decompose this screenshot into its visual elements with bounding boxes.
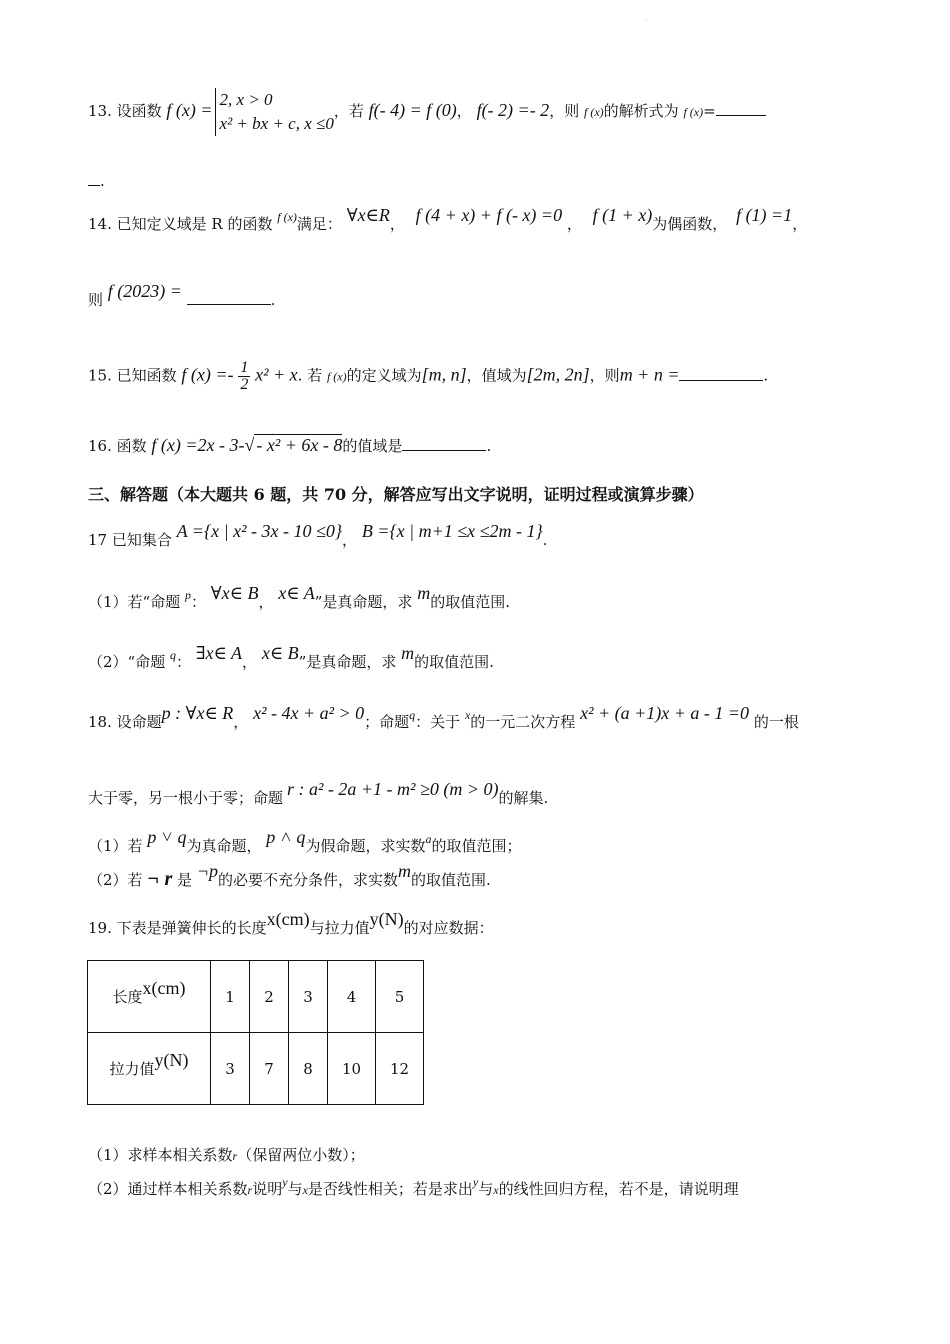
section-3-heading: 三、解答题（本大题共 6 题，共 70 分，解答应写出文字说明，证明过程或演算步骤）	[88, 485, 704, 504]
q13-condition-2: f(- 2) =- 2	[476, 100, 550, 120]
q19-p2-x2: x	[493, 1183, 499, 1197]
q14-expression: f (2023) =	[107, 281, 182, 301]
q15-answer-blank[interactable]	[679, 366, 763, 381]
q18-text-3: 的一元二次方程	[470, 713, 576, 731]
q15-tail: .	[763, 366, 769, 385]
q18-line2-post: 的解集.	[498, 789, 549, 807]
q14-condition-3: f (1) =1	[736, 205, 793, 225]
q19-p1-pre: （1）求样本相关系数	[88, 1146, 233, 1164]
q15-expression: m + n =	[619, 364, 680, 385]
q16-sqrt-body: - x² + 6x - 8	[256, 435, 343, 455]
q18-p1-and: p ˄ q	[266, 827, 306, 847]
q18-part-1	[88, 827, 522, 858]
q19-p2-text-4: 与	[478, 1180, 494, 1198]
q18-p1-pre: （1）若	[88, 837, 143, 855]
q14-sep-3: ，	[792, 215, 808, 233]
q18-line2-pre: 大于零，另一根小于零；命题	[88, 789, 284, 807]
q18-text-1: ；命题	[364, 713, 410, 731]
q15-frac-num: 1	[240, 359, 249, 376]
q13-condition-1: f(- 4) = f (0)	[368, 100, 457, 120]
q19-p2-pre: （2）通过样本相关系数	[88, 1180, 248, 1198]
q17-sep: ，	[342, 531, 358, 549]
q17-p1-forall: ∀x∈ B	[210, 583, 259, 603]
q14-number: 14. 已知定义域是 R 的函数	[88, 215, 273, 233]
q18-p1-text-2: 为假命题，求实数	[305, 837, 426, 855]
q15-function: f (x) =-	[181, 364, 234, 385]
q18-x: x	[464, 708, 471, 722]
q14-then: 则	[88, 291, 104, 309]
q19-p2-text-1: 说明	[252, 1180, 283, 1198]
table-cell: 7	[250, 1033, 289, 1105]
q17-p1-end: 的取值范围.	[430, 593, 510, 611]
q17-p1-colon: ：	[191, 593, 207, 611]
q19-p2-text-3: 是否线性相关；若是求出	[307, 1180, 473, 1198]
q13-function: f (x) =	[166, 100, 213, 120]
q15-rest: x² + x	[255, 364, 298, 385]
q13-case-2: x² + bx + c, x ≤0	[219, 114, 334, 133]
force-unit: y(N)	[154, 1050, 189, 1070]
q14-line-2	[88, 281, 276, 311]
q19-text-2: 的对应数据：	[403, 919, 494, 937]
q19-y-unit: y(N)	[369, 909, 404, 929]
q17-set-a: A ={x | x² - 3x - 10 ≤0}	[176, 521, 343, 541]
q17-p1-p: p	[185, 588, 191, 602]
q17-number: 17 已知集合	[88, 531, 172, 549]
q19-p2-y2: y	[472, 1175, 479, 1189]
page-marker: .	[645, 16, 647, 23]
length-unit: x(cm)	[142, 978, 186, 998]
table-cell: 8	[289, 1033, 328, 1105]
q14-tail: .	[270, 291, 276, 309]
q18-text-2: ：关于	[415, 713, 461, 731]
q19-part-2	[88, 1175, 739, 1201]
q17-p1-in: x∈ A	[278, 583, 315, 603]
q16-function: f (x) =2x - 3-	[151, 435, 245, 455]
q13-answer-blank-cont[interactable]	[88, 171, 100, 186]
q13-then: ，则	[549, 102, 580, 120]
q13-cases	[215, 88, 334, 136]
q17-p2-post: ”是真命题，求	[298, 653, 397, 671]
q14-condition-2: f (1 + x)	[592, 205, 653, 225]
q18-p1-or: p ˅ q	[147, 827, 187, 847]
q14-f-small: f (x)	[277, 210, 297, 224]
force-label: 拉力值	[109, 1060, 155, 1078]
q13-f-small: f (x)	[583, 105, 604, 119]
table-cell: 3	[211, 1033, 250, 1105]
q19-number: 19. 下表是弹簧伸长的长度	[88, 919, 267, 937]
q15-fraction	[238, 360, 250, 393]
q17-part-2	[88, 643, 494, 674]
q18-p2-not-p: ¬p	[196, 861, 218, 881]
q19-p1-r: r	[232, 1149, 238, 1163]
q13-text-2: 的解析式为	[603, 102, 679, 120]
table-row	[88, 1033, 424, 1105]
q17-p1-m: m	[417, 583, 431, 603]
q19-p2-text-5: 的线性回归方程，若不是，请说明理	[498, 1180, 739, 1198]
q17-p2-m: m	[401, 643, 415, 663]
q13-number: 13. 设函数	[88, 102, 162, 120]
question-15	[88, 360, 768, 393]
q15-domain: [m, n]	[421, 364, 467, 385]
q16-answer-blank[interactable]	[402, 436, 486, 451]
q18-p1-a: a	[425, 832, 432, 846]
q18-p2-m: m	[397, 861, 411, 881]
q13-case-1: 2, x > 0	[219, 90, 273, 109]
q18-p2-end: 的取值范围.	[410, 871, 491, 889]
q14-text-1: 满足：	[296, 215, 342, 233]
q17-p2-pre: （2）“命题	[88, 653, 166, 671]
q18-inequality: x² - 4x + a² > 0	[253, 703, 365, 723]
question-16	[88, 434, 491, 457]
spring-data-table	[87, 960, 424, 1105]
q17-p1-pre: （1）若“命题	[88, 593, 181, 611]
q15-text-2: 的定义域为	[346, 366, 422, 385]
q14-answer-blank[interactable]	[187, 290, 271, 305]
q18-sep-1: ，	[233, 713, 249, 731]
q17-tail: .	[542, 531, 548, 549]
question-19	[88, 909, 494, 939]
q17-p2-colon: ：	[176, 653, 192, 671]
q13-tail: .	[100, 172, 105, 190]
q17-p2-end: 的取值范围.	[414, 653, 494, 671]
q17-part-1	[88, 583, 510, 614]
q14-forall: ∀x∈R	[346, 205, 390, 225]
q13-equals: =	[703, 102, 716, 120]
q18-p-expr: p : ∀x∈ R	[161, 703, 234, 723]
q17-p2-sep: ，	[242, 653, 258, 671]
q15-range: [2m, 2n]	[526, 364, 590, 385]
q17-p2-exists: ∃x∈ A	[195, 643, 243, 663]
q18-equation: x² + (a +1)x + a - 1 =0	[580, 703, 750, 723]
q18-p2-text-1: 是	[177, 871, 193, 889]
q16-number: 16. 函数	[88, 437, 147, 455]
q15-text-1: . 若	[297, 366, 323, 385]
question-18	[88, 703, 799, 734]
q17-p1-sep: ，	[258, 593, 274, 611]
q17-p2-q: q	[170, 648, 176, 662]
row-label-length	[88, 961, 211, 1033]
q19-x-unit: x(cm)	[266, 909, 310, 929]
q15-number: 15. 已知函数	[88, 366, 177, 385]
q13-answer-blank[interactable]	[716, 101, 766, 116]
table-row	[88, 961, 424, 1033]
q18-number: 18. 设命题	[88, 713, 162, 731]
table-cell: 3	[289, 961, 328, 1033]
q15-f-small: f (x)	[326, 369, 347, 384]
q18-p2-pre: （2）若	[88, 871, 143, 889]
q16-text-1: 的值域是	[342, 437, 403, 455]
q15-frac-den: 2	[240, 376, 249, 393]
q17-set-b: B ={x | m+1 ≤x ≤2m - 1}	[361, 521, 543, 541]
q13-line-2	[88, 170, 105, 192]
q14-sep-1: ，	[389, 215, 405, 233]
q19-p2-r: r	[247, 1183, 253, 1197]
q14-condition-1: f (4 + x) + f (- x) =0	[415, 205, 563, 225]
row-label-force	[88, 1033, 211, 1105]
q15-text-3: ，值域为	[466, 366, 527, 385]
q18-p1-end: 的取值范围；	[431, 837, 522, 855]
q18-part-2	[88, 861, 491, 891]
q18-p2-text-2: 的必要不充分条件，求实数	[217, 871, 398, 889]
q14-sep-2: ，	[566, 215, 582, 233]
question-13	[88, 88, 766, 136]
q19-part-1	[88, 1144, 365, 1167]
q13-comma-1: ，若	[333, 102, 364, 120]
q19-p2-text-2: 与	[287, 1180, 303, 1198]
q18-line-2	[88, 779, 549, 809]
q19-p1-end: （保留两位小数）；	[237, 1146, 365, 1164]
table-cell: 12	[376, 1033, 424, 1105]
q19-p2-x: x	[302, 1183, 308, 1197]
q18-p1-text-1: 为真命题，	[186, 837, 262, 855]
length-label: 长度	[112, 988, 143, 1006]
q15-text-4: ，则	[589, 366, 620, 385]
table-cell: 1	[211, 961, 250, 1033]
q19-text-1: 与拉力值	[309, 919, 370, 937]
q13-f-small-2: f (x)	[683, 105, 704, 119]
table-cell: 5	[376, 961, 424, 1033]
q18-r-expr: r : a² - 2a +1 - m² ≥0 (m > 0)	[287, 779, 499, 799]
q18-text-4: 的一根	[753, 713, 799, 731]
question-17	[88, 521, 548, 551]
table-cell: 10	[328, 1033, 376, 1105]
question-14	[88, 205, 808, 236]
q18-p2-not-r: ¬ r	[147, 868, 173, 890]
q19-p2-y: y	[282, 1175, 288, 1189]
table-cell: 2	[250, 961, 289, 1033]
sqrt-icon: √	[244, 435, 255, 455]
q17-p1-post: ”是真命题，求	[314, 593, 413, 611]
table-cell: 4	[328, 961, 376, 1033]
q16-tail: .	[486, 437, 492, 455]
q18-q: q	[409, 708, 416, 722]
q14-text-2: 为偶函数，	[652, 215, 728, 233]
q13-comma-2: ，	[456, 102, 472, 120]
q17-p2-in: x∈ B	[261, 643, 299, 663]
